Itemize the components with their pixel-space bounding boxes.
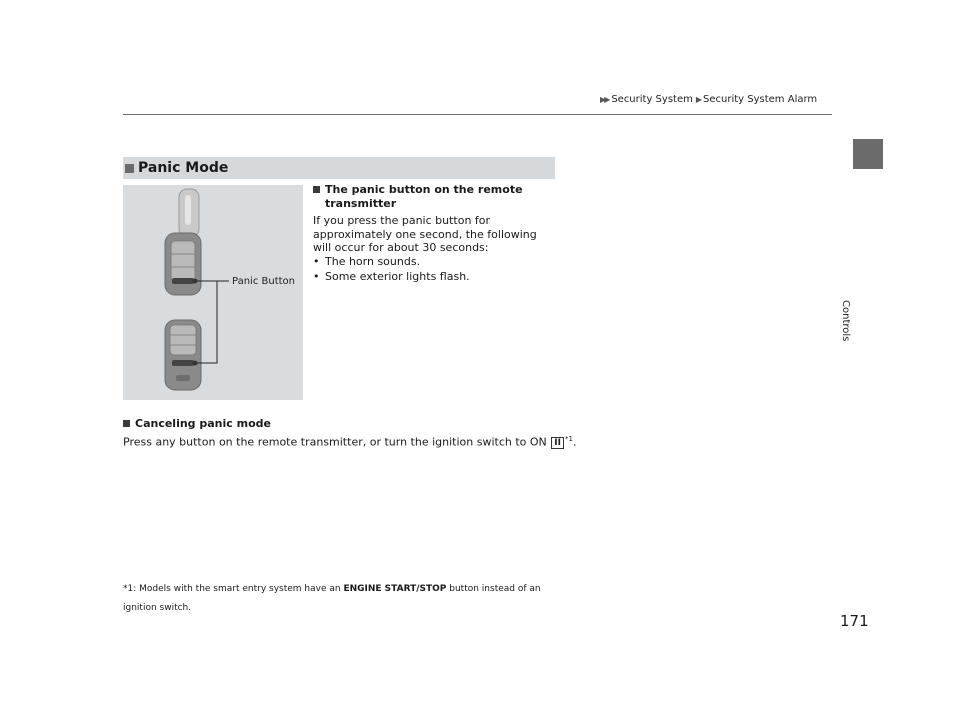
canceling-section — [123, 417, 683, 449]
chapter-tab-label[interactable]: Controls — [840, 300, 851, 342]
footnote-button-name: ENGINE START/STOP — [343, 584, 447, 594]
footnote-text-start: Models with the smart entry system have an — [139, 584, 341, 594]
panic-button-intro: If you press the panic button for approximately one second, the following will occur for about 30 seconds: — [313, 214, 537, 254]
section-square-icon — [125, 164, 134, 173]
breadcrumb-subsection[interactable]: Security System Alarm — [703, 94, 818, 105]
panic-button-heading-text: The panic button on the remote transmitter — [325, 183, 523, 210]
canceling-text-end: . — [572, 435, 577, 449]
chapter-tab-marker — [853, 139, 883, 169]
bullet-icon: • — [313, 254, 320, 268]
double-arrow-icon: ▶▶ — [600, 95, 609, 104]
section-header — [123, 157, 555, 179]
canceling-text-main: Press any button on the remote transmitter, or turn the ignition switch to ON — [123, 435, 547, 449]
footnote-text-end: button instead of an ignition switch. — [123, 584, 541, 613]
footnote — [123, 580, 563, 618]
header-rule — [123, 114, 832, 115]
breadcrumb — [600, 94, 817, 105]
ignition-position-badge: II — [551, 437, 564, 449]
subheading-square-icon — [313, 186, 320, 193]
bullet-icon: • — [313, 270, 320, 283]
panic-button-heading — [313, 183, 558, 211]
breadcrumb-section[interactable]: Security System — [611, 94, 693, 105]
section-title: Panic Mode — [138, 160, 229, 176]
bullet-text: Some exterior lights flash. — [325, 270, 470, 283]
key-fob-drawing — [123, 185, 303, 400]
footnote-marker: *1: — [123, 584, 137, 594]
canceling-heading-text: Canceling panic mode — [135, 417, 271, 430]
footnote-reference[interactable]: *1 — [564, 435, 573, 443]
panic-button-callout: Panic Button — [232, 276, 295, 287]
panic-button-section — [313, 183, 558, 284]
canceling-text — [123, 433, 683, 449]
key-fob-illustration — [123, 185, 303, 400]
canceling-heading — [123, 417, 683, 431]
arrow-icon: ▶ — [695, 95, 701, 104]
subheading-square-icon — [123, 420, 130, 427]
page-number: 171 — [840, 612, 869, 630]
list-item — [313, 270, 558, 284]
bullet-text: The horn sounds. — [325, 254, 421, 268]
list-item — [313, 255, 558, 269]
